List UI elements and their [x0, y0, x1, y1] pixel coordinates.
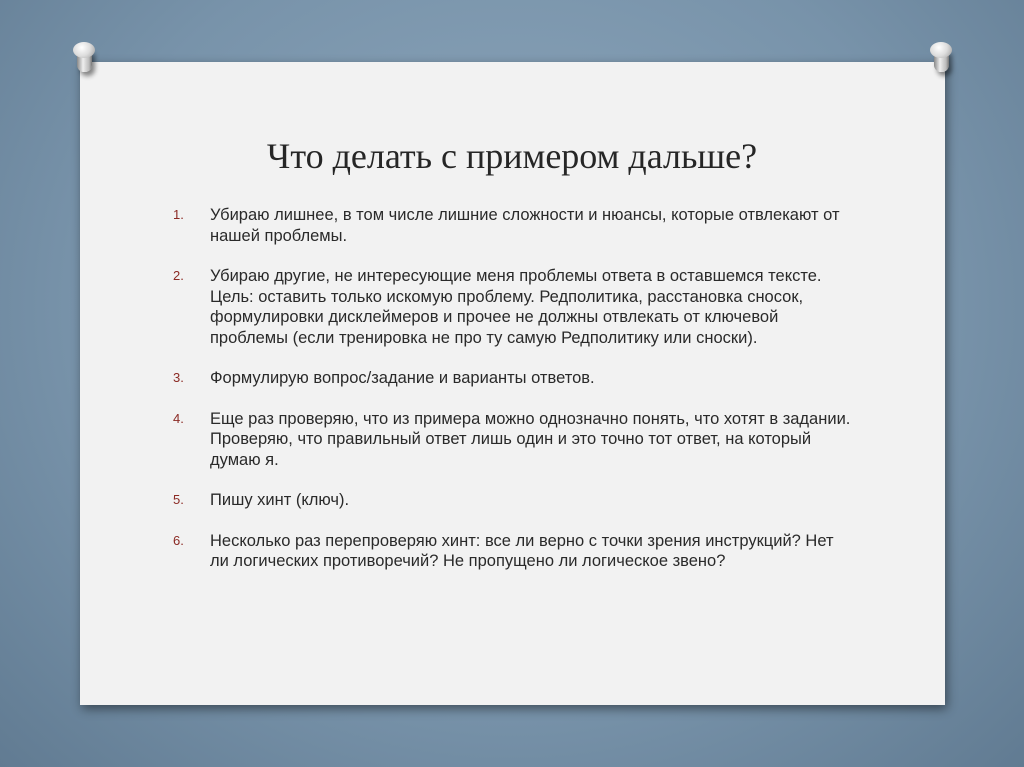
item-number: 6. — [173, 532, 184, 548]
item-text: Убираю другие, не интересующие меня проблемы ответа в оставшемся тексте. Цель: оставить только искомую проблему. Редполитика, расстановка сносок, формулировки дисклеймеров и прочее не должны отвлекать от ключевой проблемы (если тренировка не про ту самую Редполитику или сноски). — [210, 267, 822, 347]
item-number: 3. — [173, 370, 184, 385]
item-text: Убираю лишнее, в том числе лишние сложности и нюансы, которые отвлекают от нашей проблемы. — [210, 206, 840, 245]
item-number: 5. — [173, 492, 184, 507]
item-text: Еще раз проверяю, что из примера можно однозначно понять, что хотят в задании. Проверяю, что правильный ответ лишь один и это точно тот ответ, на который думаю я. — [210, 409, 851, 469]
list-item — [173, 266, 853, 348]
item-number: 1. — [173, 207, 184, 222]
list-item — [173, 409, 853, 471]
item-number: 2. — [173, 268, 184, 283]
list-item — [173, 490, 853, 511]
item-text: Пишу хинт (ключ). — [210, 491, 350, 509]
item-number: 4. — [173, 410, 184, 426]
steps-list — [173, 205, 853, 592]
item-text: Формулирую вопрос/задание и варианты ответов. — [210, 369, 595, 387]
list-item — [173, 205, 853, 246]
list-item — [173, 531, 853, 572]
slide-title: Что делать с примером дальше? — [266, 136, 758, 176]
item-text: Несколько раз перепроверяю хинт: все ли верно с точки зрения инструкций? Нет ли логических противоречий? Не пропущено ли логическое звено? — [210, 531, 834, 570]
list-item — [173, 368, 853, 389]
pushpin-left-icon — [73, 42, 95, 76]
pushpin-right-icon — [930, 42, 952, 76]
